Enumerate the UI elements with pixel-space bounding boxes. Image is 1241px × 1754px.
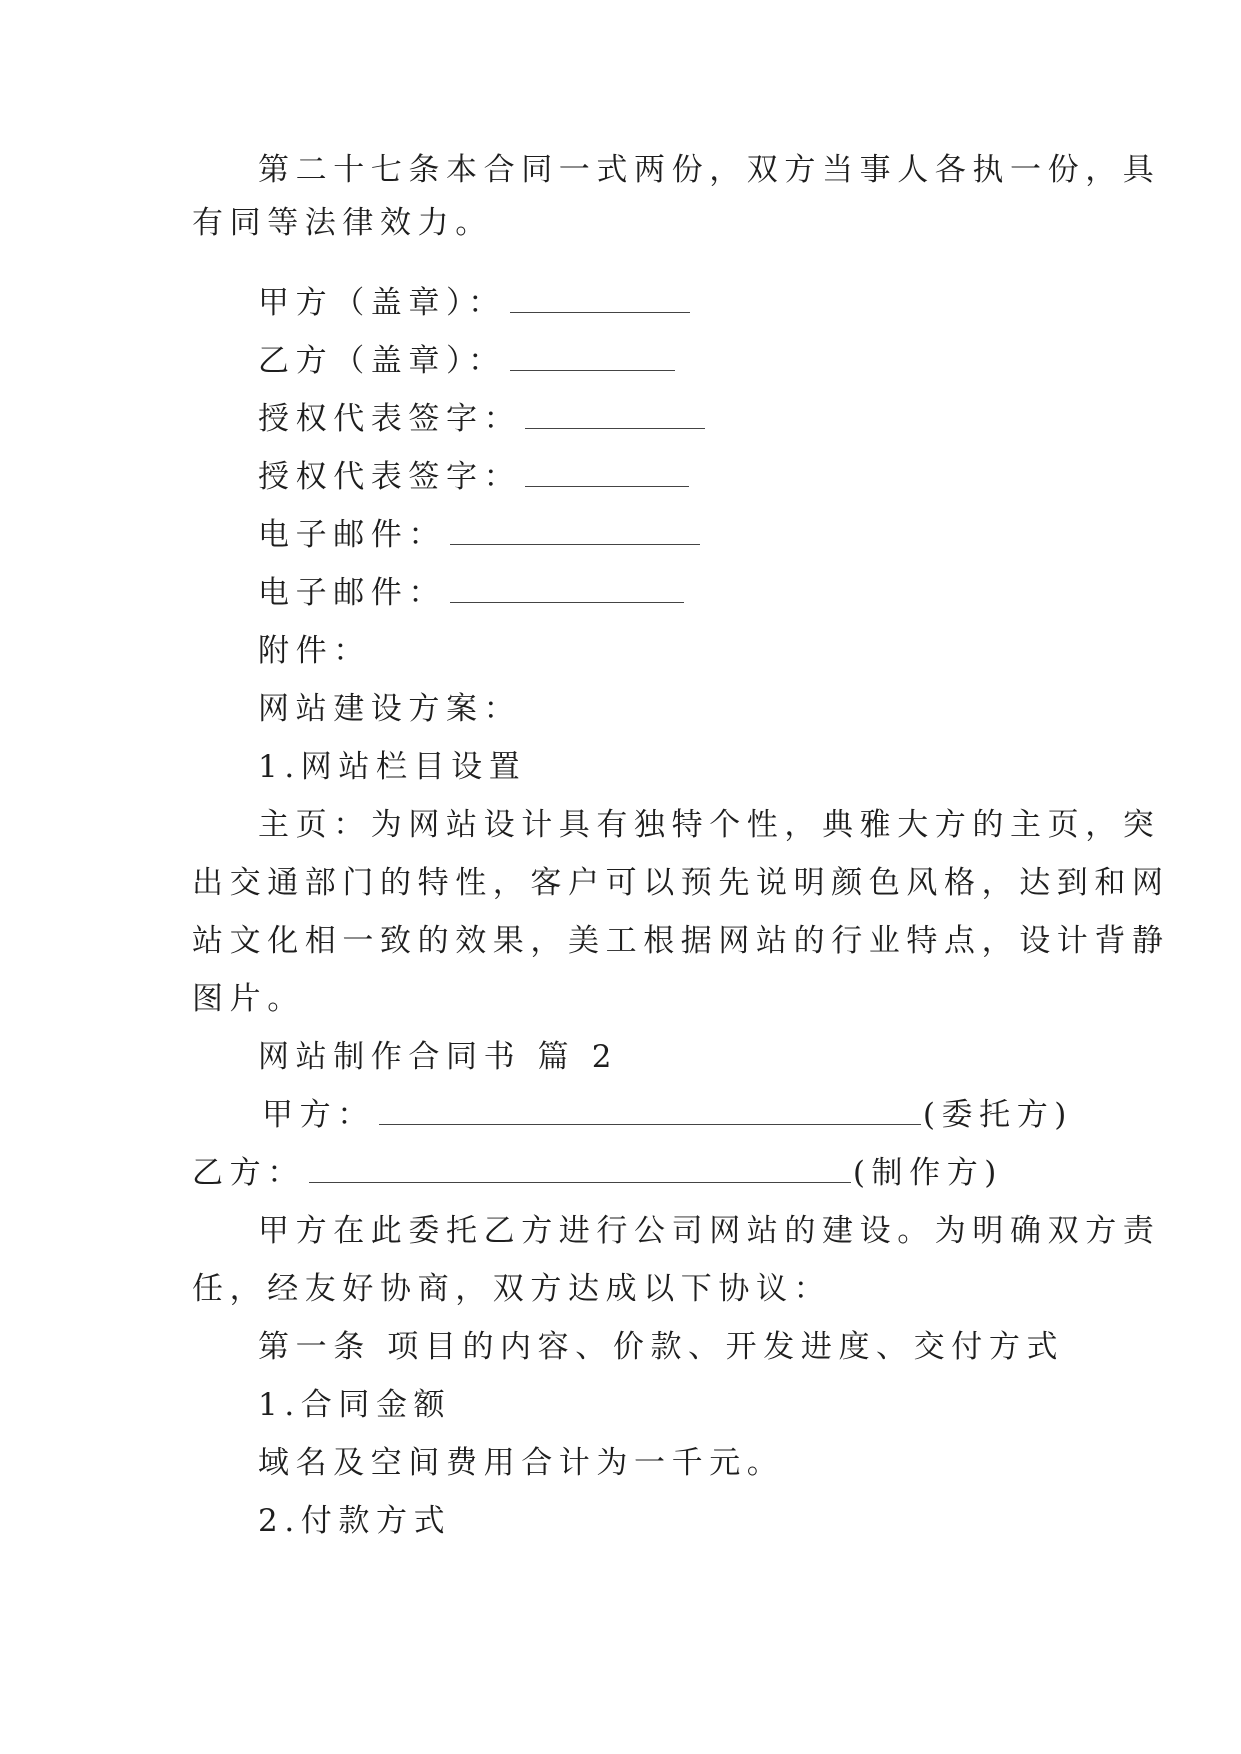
homepage-line-1: 主页：为网站设计具有独特个性，典雅大方的主页，突 xyxy=(258,807,1161,843)
auth-sign-row-2 xyxy=(258,457,689,497)
homepage-line-4: 图片。 xyxy=(192,981,305,1017)
party-a-blank xyxy=(379,1097,921,1125)
homepage-line-2: 出交通部门的特性，客户可以预先说明颜色风格，达到和网 xyxy=(192,865,1170,901)
party-b-seal-row xyxy=(258,341,675,381)
party-b-label: 乙方： xyxy=(192,1155,305,1191)
party-a-seal-row xyxy=(258,283,690,323)
party-a-seal-label: 甲方（盖章）： xyxy=(258,285,506,321)
item-2-title: 2.付款方式 xyxy=(258,1503,452,1539)
party-b-seal-blank xyxy=(510,343,675,371)
article-27-line-2: 有同等法律效力。 xyxy=(192,205,493,241)
party-b-blank xyxy=(309,1155,851,1183)
attachment-label: 附件： xyxy=(258,633,371,669)
party-a-role: (委托方) xyxy=(922,1097,1074,1133)
party-b-row xyxy=(192,1153,1003,1193)
auth-sign-row-1 xyxy=(258,399,705,439)
intro-line-1: 甲方在此委托乙方进行公司网站的建设。为明确双方责 xyxy=(258,1213,1161,1249)
email-row-2 xyxy=(258,573,684,613)
item-1-text: 域名及空间费用合计为一千元。 xyxy=(258,1445,785,1481)
plan-title: 网站建设方案： xyxy=(258,691,522,727)
email-blank-1 xyxy=(450,517,700,545)
item-1-title: 1.合同金额 xyxy=(258,1387,452,1423)
party-b-seal-label: 乙方（盖章）： xyxy=(258,343,506,379)
auth-sign-blank-2 xyxy=(525,459,689,487)
party-a-seal-blank xyxy=(510,285,690,313)
section-1-title: 1.网站栏目设置 xyxy=(258,749,527,785)
email-label-1: 电子邮件： xyxy=(258,517,446,553)
party-a-label: 甲方： xyxy=(262,1097,375,1133)
party-a-row xyxy=(262,1095,1073,1135)
email-row-1 xyxy=(258,515,700,555)
auth-sign-blank-1 xyxy=(525,401,705,429)
part-2-title: 网站制作合同书 篇 2 xyxy=(258,1039,619,1075)
party-b-role: (制作方) xyxy=(852,1155,1004,1191)
email-label-2: 电子邮件： xyxy=(258,575,446,611)
auth-sign-label-1: 授权代表签字： xyxy=(258,401,522,437)
intro-line-2: 任，经友好协商，双方达成以下协议： xyxy=(192,1271,832,1307)
email-blank-2 xyxy=(450,575,684,603)
article-1-title: 第一条 项目的内容、价款、开发进度、交付方式 xyxy=(258,1329,1065,1365)
article-27-line-1: 第二十七条本合同一式两份，双方当事人各执一份，具 xyxy=(258,152,1161,188)
homepage-line-3: 站文化相一致的效果，美工根据网站的行业特点，设计背静 xyxy=(192,923,1170,959)
auth-sign-label-2: 授权代表签字： xyxy=(258,459,522,495)
